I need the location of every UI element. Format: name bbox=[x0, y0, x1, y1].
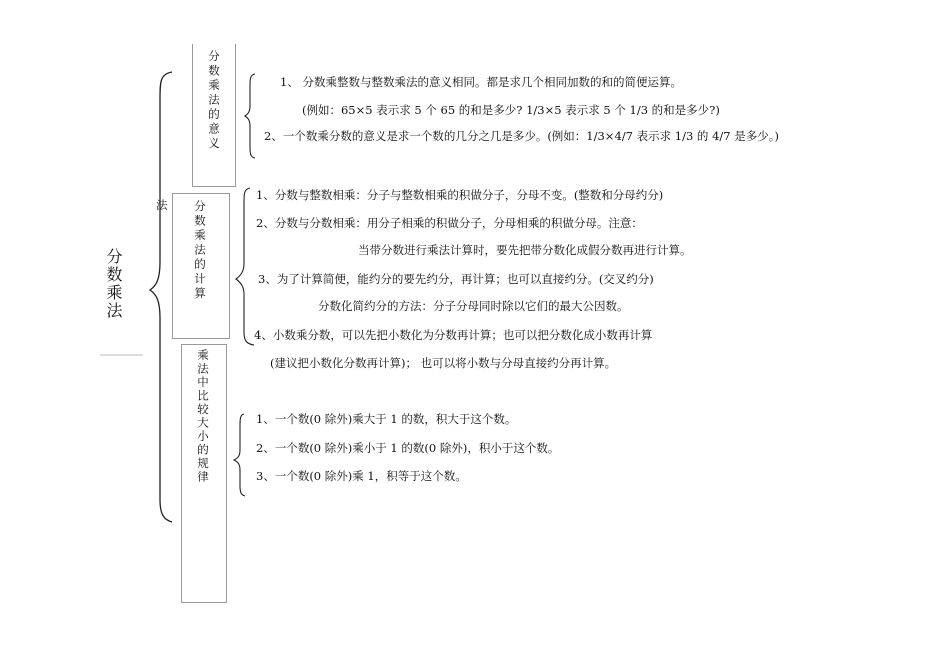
meaning-item-3: 2、一个数乘分数的意义是求一个数的几分之几是多少。(例如：1/3×4/7 表示求 1/3 的 4/7 是多少。) bbox=[264, 129, 779, 143]
branch-label-calculation: 分数乘法的计算 bbox=[193, 200, 207, 302]
brace-branch-2 bbox=[236, 188, 254, 345]
branch-box-meaning bbox=[192, 44, 236, 187]
calc-item-2: 2、分数与分数相乘：用分子相乘的积做分子，分母相乘的积做分母。注意： bbox=[256, 216, 643, 230]
calc-item-3: 3、为了计算简便，能约分的要先约分，再计算；也可以直接约分。(交叉约分) bbox=[258, 272, 654, 286]
calc-item-4-note: (建议把小数化分数再计算)； 也可以将小数与分母直接约分再计算。 bbox=[270, 356, 617, 370]
branch-box-calculation bbox=[172, 193, 230, 339]
calc-item-4: 4、小数乘分数，可以先把小数化为分数再计算；也可以把分数化成小数再计算 bbox=[254, 328, 653, 342]
compare-item-3: 3、一个数(0 除外)乘 1，积等于这个数。 bbox=[256, 469, 467, 483]
main-brace bbox=[150, 72, 172, 522]
branch-box-compare bbox=[181, 344, 227, 603]
stray-character: 法 bbox=[156, 198, 168, 212]
calc-item-3-note: 分数化简约分的方法：分子分母同时除以它们的最大公因数。 bbox=[318, 299, 629, 313]
branch-label-compare: 乘法中比较大小的规律 bbox=[196, 349, 210, 484]
brace-branch-3 bbox=[234, 414, 245, 496]
calc-item-1: 1、分数与整数相乘：分子与整数相乘的积做分子，分母不变。(整数和分母约分) bbox=[256, 188, 664, 202]
root-title: 分数乘法 bbox=[104, 248, 123, 320]
meaning-item-2: (例如：65×5 表示求 5 个 65 的和是多少? 1/3×5 表示求 5 个 1/3 的和是多少?) bbox=[302, 103, 720, 117]
brace-branch-1 bbox=[245, 74, 255, 158]
meaning-item-1: 1、 分数乘整数与整数乘法的意义相同。都是求几个相同加数的和的简便运算。 bbox=[280, 75, 682, 89]
branch-label-meaning: 分数乘法的意义 bbox=[207, 50, 221, 152]
compare-item-2: 2、一个数(0 除外)乘小于 1 的数(0 除外)，积小于这个数。 bbox=[256, 441, 560, 455]
calc-item-2-note: 当带分数进行乘法计算时，要先把带分数化成假分数再进行计算。 bbox=[358, 243, 692, 257]
compare-item-1: 1、一个数(0 除外)乘大于 1 的数，积大于这个数。 bbox=[256, 412, 517, 426]
